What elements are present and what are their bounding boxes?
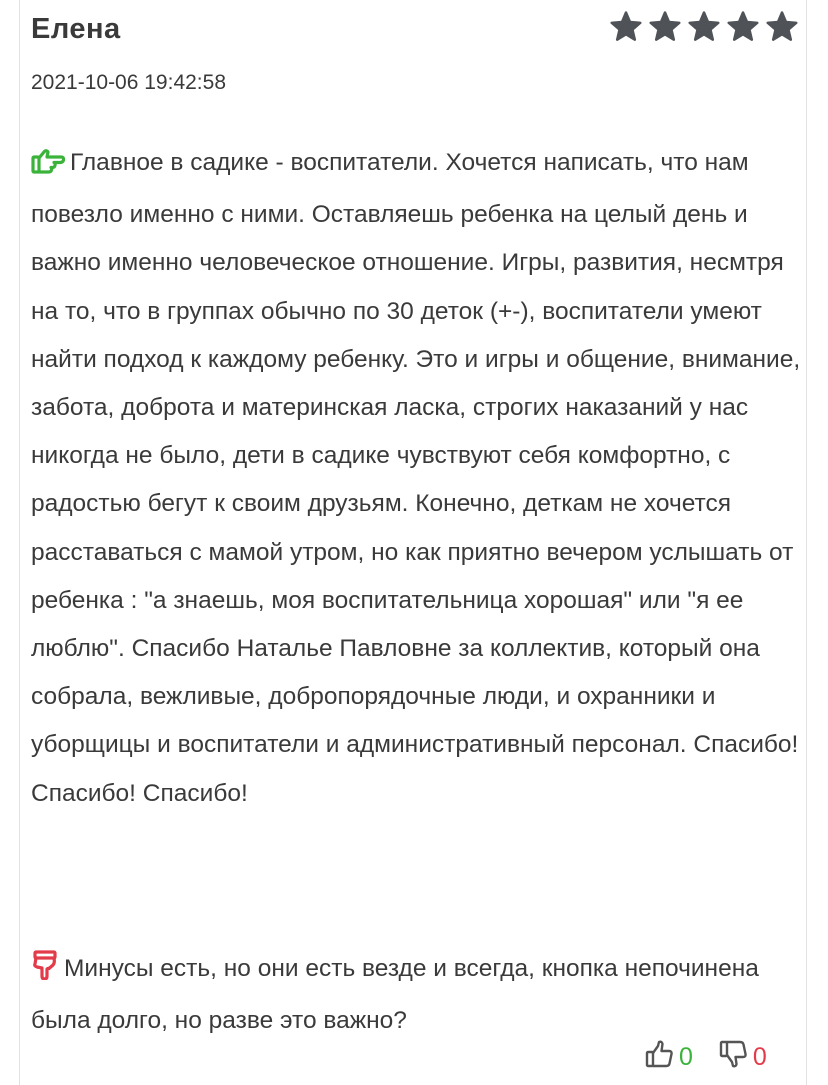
star-icon xyxy=(610,11,642,43)
downvote-button[interactable] xyxy=(719,1040,767,1075)
vote-controls xyxy=(645,1040,767,1075)
star-icon xyxy=(766,11,798,43)
star-icon xyxy=(727,11,759,43)
star-icon xyxy=(688,11,720,43)
upvote-button[interactable] xyxy=(645,1040,693,1075)
cons-text: Минусы есть, но они есть везде и всегда, кнопка непочинена была долго, но разве это важно? xyxy=(31,955,759,1035)
review-pros xyxy=(31,139,806,818)
rating-stars xyxy=(610,11,798,43)
downvote-count: 0 xyxy=(752,1043,767,1071)
pros-text: Главное в садике - воспитатели. Хочется написать, что нам повезло именно с ними. Оставляешь ребенка на целый день и важно именно человеческое отношение. Игры, развития, несмтря на то, что в группах обычно по 30 деток (+-), воспитатели умеют найти подход к каждому ребенку. Это и игры и общение, внимание, забота, доброта и материнская ласка, строгих наказаний у нас никогда не было, дети в садике чувствуют себя комфортно, с радостью бегут к своим друзьям. Конечно, деткам не хочется расставаться с мамой утром, но как приятно вечером услышать от ребенка : "а знаешь, моя воспитательница хорошая" или "я ее люблю". Спасибо Наталье Павловне за коллектив, который она собрала, вежливые, добропорядочные люди, и охранники и уборщицы и воспитатели и административный персонал. Спасибо! Спасибо! Спасибо! xyxy=(31,149,801,807)
review-cons xyxy=(31,945,806,1045)
star-icon xyxy=(649,11,681,43)
review-date: 2021-10-06 19:42:58 xyxy=(31,71,226,94)
thumbs-up-icon xyxy=(645,1040,673,1075)
thumbs-down-icon xyxy=(719,1040,747,1075)
review-author: Елена xyxy=(31,13,121,45)
thumb-pointing-down-icon xyxy=(31,949,59,997)
upvote-count: 0 xyxy=(679,1043,693,1071)
thumb-pointing-right-icon xyxy=(31,143,65,191)
